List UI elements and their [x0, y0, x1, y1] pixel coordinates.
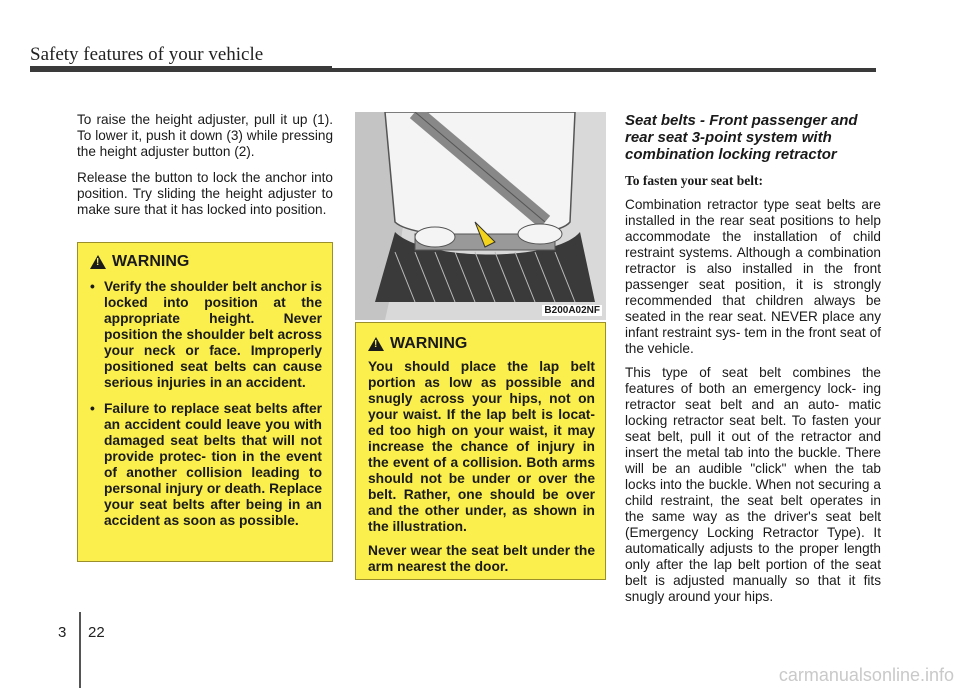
left-column — [77, 112, 333, 228]
header-rule-accent — [30, 66, 332, 72]
warning-label: WARNING — [112, 253, 190, 270]
warning-box-2 — [355, 322, 606, 580]
warning-paragraph: Never wear the seat belt under the arm nearest the door. — [368, 543, 595, 574]
page-header-title: Safety features of your vehicle — [30, 44, 264, 65]
warning-paragraph: You should place the lap belt portion as low as possible and snugly across your hips, not on your waist. If the lap belt is locat- ed too high on your waist, it may increase the chance of injury in the event of a collision. Both arms should not be under or over the belt. Rather, one should be over and the other under, as shown in the illustration. — [368, 359, 595, 534]
right-column — [625, 112, 881, 613]
watermark: carmanualsonline.info — [778, 665, 954, 685]
warning-item: • Failure to replace seat belts after an accident could leave you with damaged seat belts that will not provide protec- tion in the event of another collision leading to personal injury or death. Replace your seat belts after being in an accident as soon as possible. — [90, 401, 322, 529]
warning-box-1 — [77, 242, 333, 562]
seatbelt-illustration-svg — [355, 112, 606, 320]
warning-header — [368, 335, 595, 353]
warning-item: • Verify the shoulder belt anchor is locked into position at the appropriate height. Never position the shoulder belt across your neck or face. Improperly positioned seat belts can cause serious injuries in an accident. — [90, 279, 322, 391]
warning-triangle-icon — [90, 255, 106, 269]
page-number-divider — [79, 612, 81, 688]
paragraph: Combination retractor type seat belts are installed in the rear seat positions to help accommodate the installation of child restraint systems. Although a combination retractor is also installed in the front passenger seat position, it is strongly recommended that children always be seated in the rear seat. NEVER place any infant restraint sys- tem in the front seat of the vehicle. — [625, 197, 881, 356]
warning-triangle-icon — [368, 337, 384, 351]
subsection-title: To fasten your seat belt: — [625, 173, 763, 188]
paragraph: This type of seat belt combines the features of both an emergency lock- ing retractor seat belt and an auto- matic locking retractor seat belt. To fasten your seat belt, pull it out of the retractor and insert the metal tab into the buckle. There will be an audible "click" when the tab locks into the buckle. When not securing a child restraint, the seat belt operates in the same way as the driver's seat belt (Emergency Locking Retractor Type). It automatically adjusts to the proper length only after the lap belt portion of the seat belt is adjusted manually so that it fits snugly around your hips. — [625, 365, 881, 604]
chapter-number: 3 — [58, 624, 67, 641]
warning-list — [90, 279, 322, 529]
warning-header — [90, 253, 322, 271]
warning-label: WARNING — [390, 335, 468, 352]
seatbelt-illustration — [355, 112, 606, 320]
figure-code: B200A02NF — [544, 305, 600, 316]
paragraph: Release the button to lock the anchor into position. Try sliding the height adjuster to make sure that it has locked into position. — [77, 170, 333, 217]
page-number: 22 — [88, 624, 105, 641]
section-title: Seat belts - Front passenger and rear seat 3-point system with combination locking retractor — [625, 112, 858, 163]
paragraph: To raise the height adjuster, pull it up (1). To lower it, push it down (3) while pressing the height adjuster button (2). — [77, 112, 333, 159]
